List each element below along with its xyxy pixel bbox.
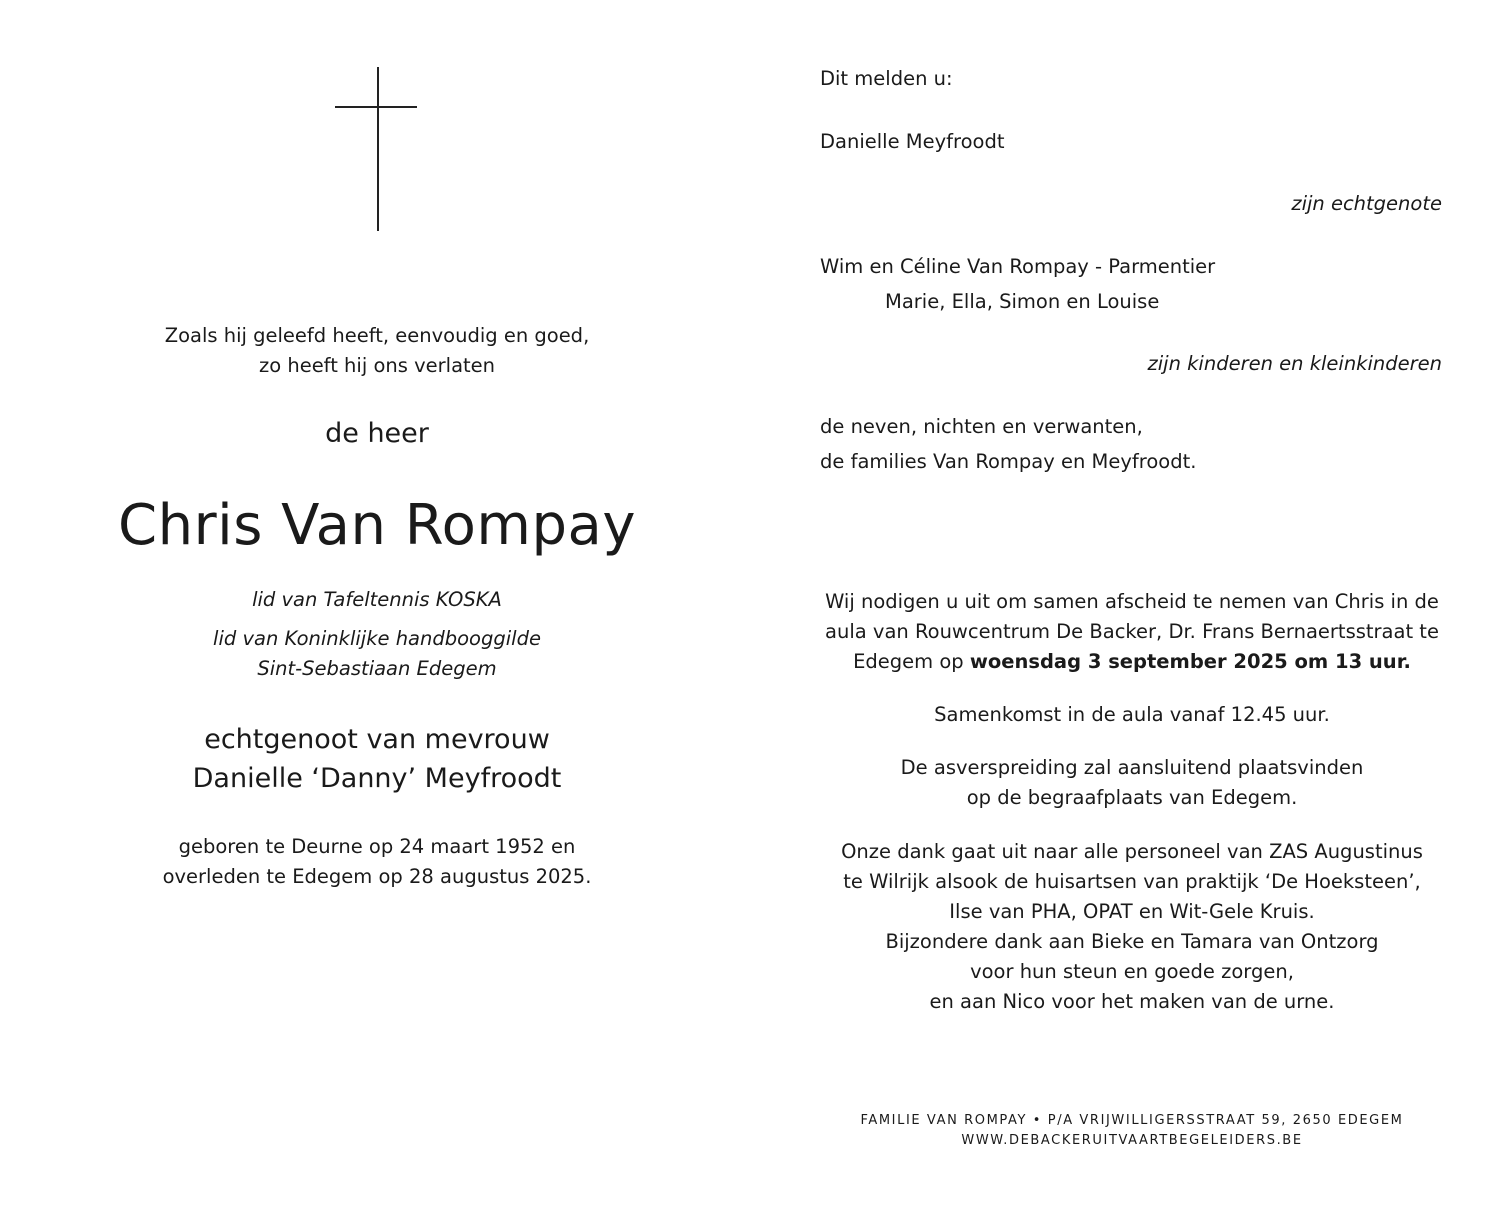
thanks-line: te Wilrijk alsook de huisartsen van praktijk ‘De Hoeksteen’, xyxy=(843,870,1421,893)
cross-horizontal-bar xyxy=(335,106,417,108)
thanks-line: Onze dank gaat uit naar alle personeel van ZAS Augustinus xyxy=(841,840,1423,863)
thanks-message xyxy=(815,837,1449,1017)
relatives-line: de neven, nichten en verwanten, xyxy=(820,415,1143,438)
invitation xyxy=(815,587,1449,677)
invitation-line xyxy=(815,647,1449,677)
spouse-name: Danielle Meyfroodt xyxy=(820,130,1005,153)
spouse-info xyxy=(60,720,694,798)
footer xyxy=(795,1111,1469,1151)
thanks-line: voor hun steun en goede zorgen, xyxy=(970,960,1294,983)
spouse-role: zijn echtgenote xyxy=(1291,192,1442,215)
ashes-line: op de begraafplaats van Edegem. xyxy=(966,786,1298,809)
invitation-line: Wij nodigen u uit om samen afscheid te nemen van Chris in de xyxy=(825,590,1439,613)
children-names: Wim en Céline Van Rompay - Parmentier xyxy=(820,255,1216,278)
invitation-date: woensdag 3 september 2025 om 13 uur. xyxy=(969,650,1411,673)
gathering-info: Samenkomst in de aula vanaf 12.45 uur. xyxy=(934,703,1330,726)
club-membership: lid van Tafeltennis KOSKA xyxy=(252,588,502,611)
guild-line: lid van Koninklijke handbooggilde xyxy=(213,627,541,650)
birth-line: geboren te Deurne op 24 maart 1952 en xyxy=(178,835,576,858)
thanks-line: Bijzondere dank aan Bieke en Tamara van Ontzorg xyxy=(885,930,1379,953)
cross-vertical-bar xyxy=(377,67,379,231)
thanks-line: en aan Nico voor het maken van de urne. xyxy=(929,990,1335,1013)
quote-line: zo heeft hij ons verlaten xyxy=(258,354,496,377)
quote-line: Zoals hij geleefd heeft, eenvoudig en goed, xyxy=(164,324,590,347)
ashes-info xyxy=(815,753,1449,813)
announcement-intro: Dit melden u: xyxy=(820,67,953,90)
invitation-line: aula van Rouwcentrum De Backer, Dr. Frans Bernaertsstraat te xyxy=(825,620,1439,643)
thanks-line: Ilse van PHA, OPAT en Wit-Gele Kruis. xyxy=(949,900,1315,923)
death-line: overleden te Edegem op 28 augustus 2025. xyxy=(162,865,592,888)
invitation-date-prefix: Edegem op xyxy=(853,650,970,673)
footer-website: WWW.DEBACKERUITVAARTBEGELEIDERS.BE xyxy=(961,1133,1303,1148)
families-line: de families Van Rompay en Meyfroodt. xyxy=(820,450,1197,473)
right-panel xyxy=(755,0,1509,1214)
honorific: de heer xyxy=(325,418,429,449)
spouse-line: Danielle ‘Danny’ Meyfroodt xyxy=(192,763,562,794)
footer-address: FAMILIE VAN ROMPAY • P/A VRIJWILLIGERSSTRAAT 59, 2650 EDEGEM xyxy=(860,1113,1404,1128)
memorial-quote xyxy=(60,321,694,381)
spouse-line: echtgenoot van mevrouw xyxy=(204,724,550,755)
children-role: zijn kinderen en kleinkinderen xyxy=(1147,352,1442,375)
guild-line: Sint-Sebastiaan Edegem xyxy=(257,657,497,680)
guild-membership xyxy=(60,624,694,684)
birth-death-info xyxy=(60,832,694,892)
deceased-name: Chris Van Rompay xyxy=(118,493,636,558)
ashes-line: De asverspreiding zal aansluitend plaatsvinden xyxy=(900,756,1364,779)
grandchildren-names: Marie, Ella, Simon en Louise xyxy=(885,290,1160,313)
